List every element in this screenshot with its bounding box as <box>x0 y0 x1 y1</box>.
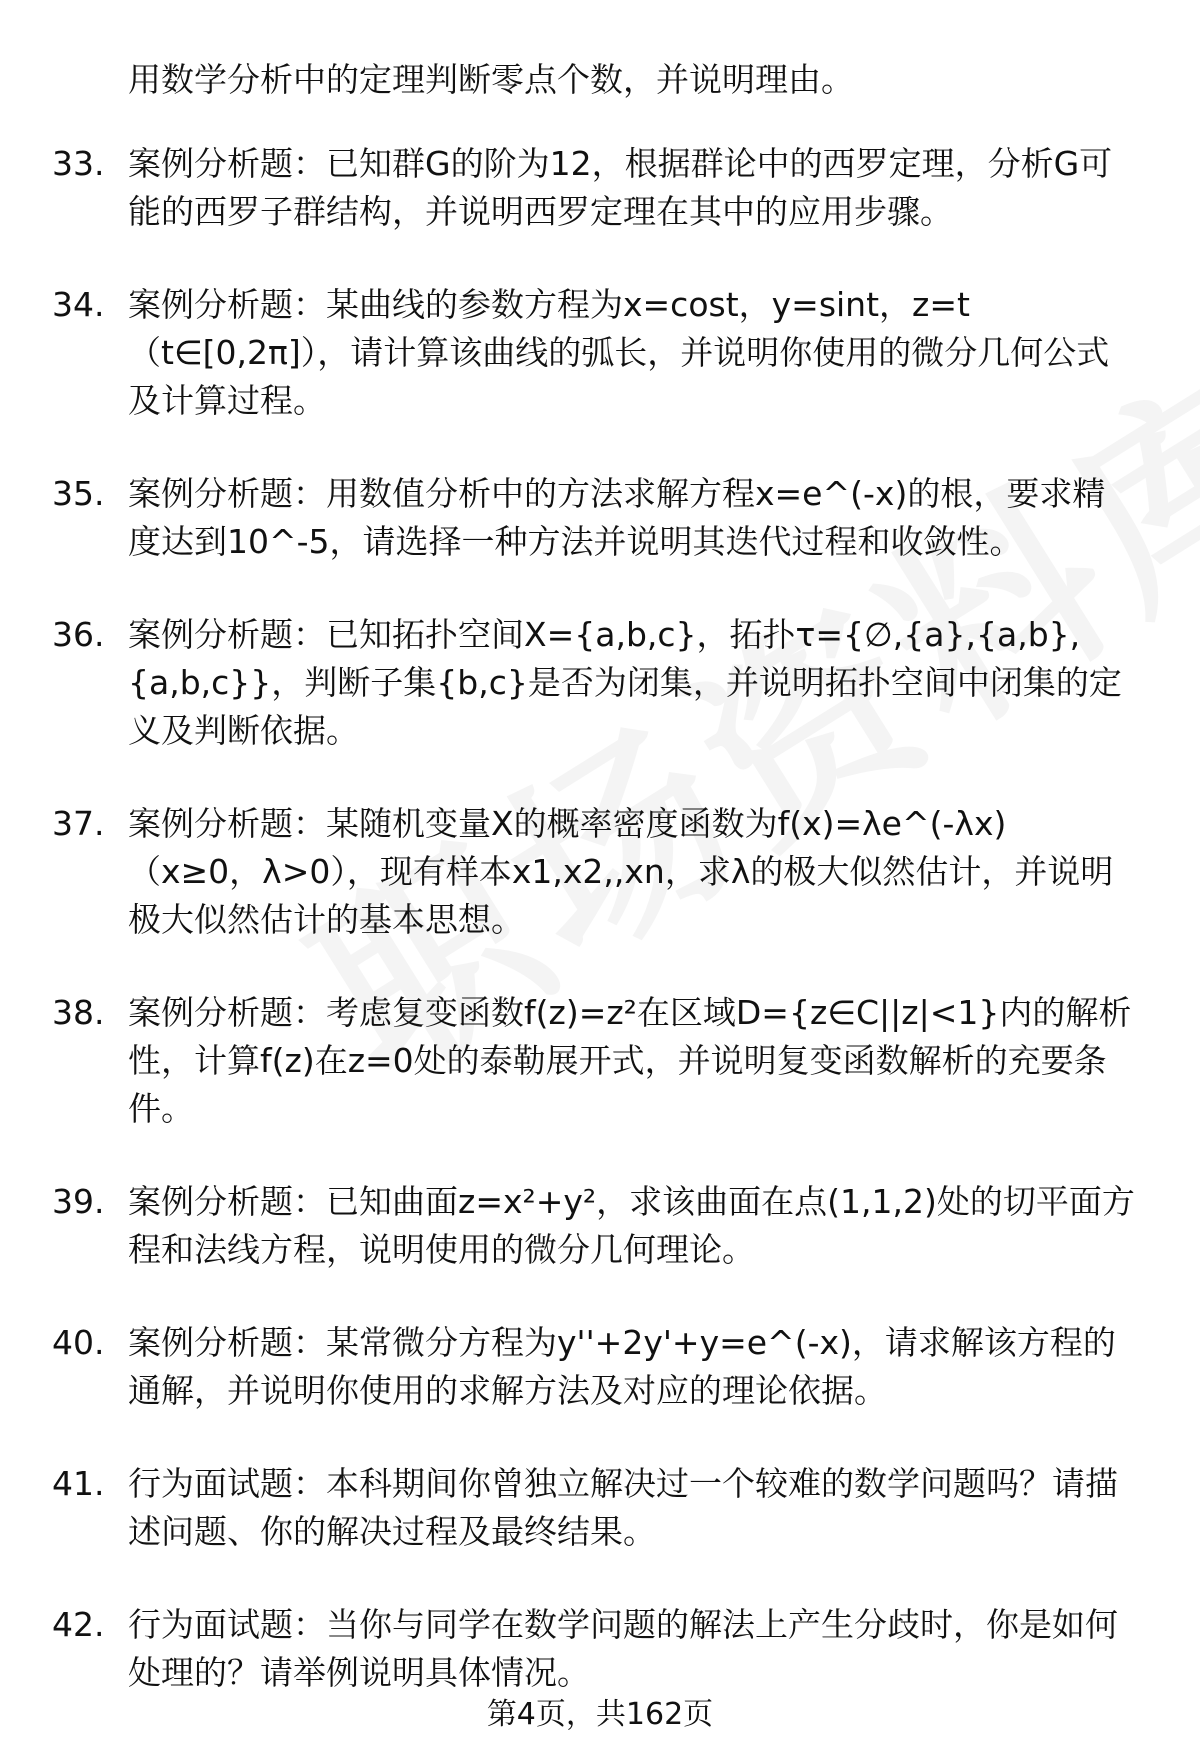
continued-question-text: 用数学分析中的定理判断零点个数，并说明理由。 <box>128 60 854 99</box>
question-item-38 <box>52 989 1152 1133</box>
question-number: 41. <box>52 1464 105 1503</box>
question-item-41 <box>52 1460 1152 1556</box>
question-item-42 <box>52 1601 1152 1697</box>
question-number: 39. <box>52 1182 105 1221</box>
question-text: 案例分析题：某随机变量X的概率密度函数为f(x)=λe^(-λx)（x≥0，λ>0），现有样本x1,x2,,xn，求λ的极大似然估计，并说明极大似然估计的基本思想。 <box>128 804 1114 939</box>
question-number: 36. <box>52 615 105 654</box>
question-item-39 <box>52 1178 1152 1274</box>
question-item-34 <box>52 281 1152 425</box>
question-number: 37. <box>52 804 105 843</box>
question-text: 案例分析题：已知群G的阶为12，根据群论中的西罗定理，分析G可能的西罗子群结构，并说明西罗定理在其中的应用步骤。 <box>128 144 1113 231</box>
question-text: 案例分析题：已知曲面z=x²+y²，求该曲面在点(1,1,2)处的切平面方程和法线方程，说明使用的微分几何理论。 <box>128 1182 1135 1269</box>
question-item-36 <box>52 611 1152 755</box>
question-item-35 <box>52 470 1152 566</box>
question-number: 42. <box>52 1605 105 1644</box>
question-text: 案例分析题：用数值分析中的方法求解方程x=e^(-x)的根，要求精度达到10^-5，请选择一种方法并说明其迭代过程和收敛性。 <box>128 474 1106 561</box>
question-number: 35. <box>52 474 105 513</box>
question-text: 案例分析题：某常微分方程为y''+2y'+y=e^(-x)，请求解该方程的通解，并说明你使用的求解方法及对应的理论依据。 <box>128 1323 1116 1410</box>
page-footer: 第4页，共162页 <box>486 1697 714 1732</box>
question-list <box>52 140 1152 1742</box>
question-number: 33. <box>52 144 105 183</box>
question-item-33 <box>52 140 1152 236</box>
question-number: 38. <box>52 993 105 1032</box>
question-text: 行为面试题：当你与同学在数学问题的解法上产生分歧时，你是如何处理的？请举例说明具体情况。 <box>128 1605 1118 1692</box>
question-text: 行为面试题：本科期间你曾独立解决过一个较难的数学问题吗？请描述问题、你的解决过程及最终结果。 <box>128 1464 1118 1551</box>
question-item-37 <box>52 800 1152 944</box>
question-text: 案例分析题：已知拓扑空间X={a,b,c}，拓扑τ={∅,{a},{a,b},{a,b,c}}，判断子集{b,c}是否为闭集，并说明拓扑空间中闭集的定义及判断依据。 <box>128 615 1122 750</box>
question-text: 案例分析题：考虑复变函数f(z)=z²在区域D={z∈C||z|<1}内的解析性，计算f(z)在z=0处的泰勒展开式，并说明复变函数解析的充要条件。 <box>128 993 1132 1128</box>
question-item-40 <box>52 1319 1152 1415</box>
question-text: 案例分析题：某曲线的参数方程为x=cost，y=sint，z=t（t∈[0,2π]），请计算该曲线的弧长，并说明你使用的微分几何公式及计算过程。 <box>128 285 1110 420</box>
question-number: 40. <box>52 1323 105 1362</box>
question-number: 34. <box>52 285 105 324</box>
